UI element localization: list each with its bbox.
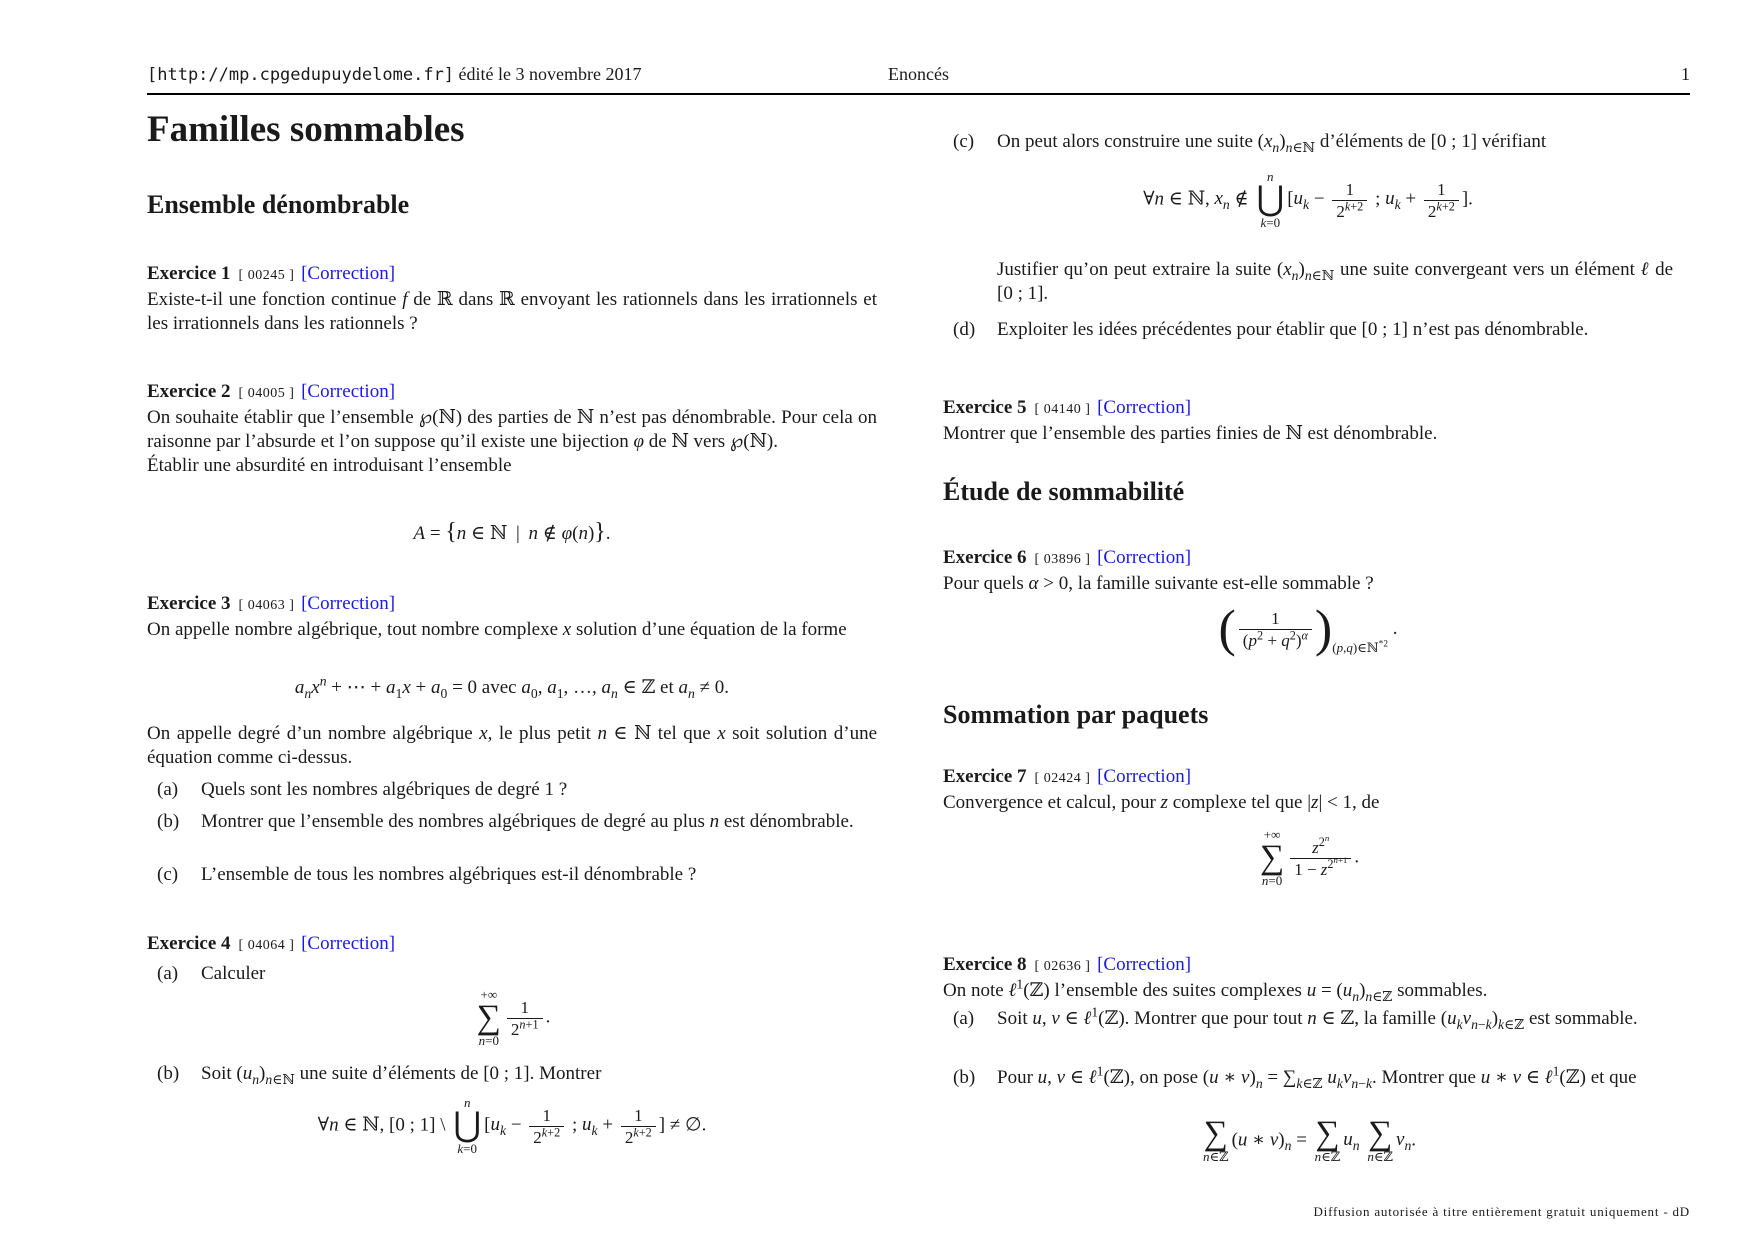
exercise-3-equation: $a_nx^n$ + ⋯ + $a_1x + a_0 = 0$ avec $a_0$, $a_1$, …, $a_n$ ∈ ℤ et $a_n \ne 0$. <box>294 673 730 701</box>
exercise-3-label: Exercice 3 <box>147 593 231 614</box>
exercise-1-body: Existe-t-il une fonction continue f de ℝ dans ℝ envoyant les rationnels dans les irrationnels et les irrationnels dans les rationnels ? <box>147 289 877 334</box>
exercise-2-equation: A = {n ∈ ℕ | n ∉ φ(n)}. <box>413 519 611 545</box>
exercise-3-ref: [ 04063 ] <box>238 598 295 613</box>
exercise-4-item-d <box>943 318 1673 342</box>
exercise-4-header <box>147 932 877 958</box>
exercise-8-correction-link[interactable]: [Correction] <box>1097 954 1192 975</box>
item-b-label: (b) <box>157 1063 180 1084</box>
section-etude-sommabilite: Étude de sommabilité <box>943 477 1185 506</box>
exercise-3-correction-link[interactable]: [Correction] <box>301 593 396 614</box>
exercise-4-equation-a: +∞ ∑ n=0 $\frac{1}{2^{n+1}}$ . <box>476 987 551 1048</box>
right-column <box>943 0 1673 1240</box>
exercise-5-header <box>943 396 1673 422</box>
item-a-label: (a) <box>157 963 179 984</box>
left-column <box>147 0 877 1240</box>
exercise-4-item-b <box>147 1062 877 1086</box>
item-b-text: Pour u, v ∈ ℓ$^1$(ℤ), on pose (u ∗ $v)_n = \sum_{k\in ℤ}$ $u_kv_{n-k}$. Montrer que u ∗ v ∈ ℓ$^1$(ℤ) et que <box>997 1063 1637 1091</box>
exercise-5-body: Montrer que l’ensemble des parties finies de ℕ est dénombrable. <box>943 423 1438 444</box>
exercise-5-label: Exercice 5 <box>943 397 1027 418</box>
exercise-4-item-c <box>943 130 1673 154</box>
item-d-label: (d) <box>953 319 976 340</box>
exercise-6-body: Pour quels α > 0, la famille suivante est-elle sommable ? <box>943 573 1374 594</box>
exercise-7-header <box>943 765 1673 791</box>
exercise-7-correction-link[interactable]: [Correction] <box>1097 766 1192 787</box>
exercise-4-correction-link[interactable]: [Correction] <box>301 933 396 954</box>
exercise-2-ref: [ 04005 ] <box>238 386 295 401</box>
exercise-6-correction-link[interactable]: [Correction] <box>1097 547 1192 568</box>
exercise-1-ref: [ 00245 ] <box>238 268 295 283</box>
exercise-7-label: Exercice 7 <box>943 766 1027 787</box>
exercise-8-header <box>943 953 1673 979</box>
exercise-8-body: On note ℓ$^1$(ℤ) l’ensemble des suites complexes $u = (u_n)_{n\in ℤ}$ sommables. <box>943 976 1488 1004</box>
footer-diffusion-notice: Diffusion autorisée à titre entièrement gratuit uniquement - dD <box>1313 1204 1690 1219</box>
item-c-label: (c) <box>157 864 179 885</box>
exercise-5-ref: [ 04140 ] <box>1034 402 1091 417</box>
exercise-6-ref: [ 03896 ] <box>1034 552 1091 567</box>
exercise-3-item-c <box>147 863 877 887</box>
item-b-label: (b) <box>157 811 180 832</box>
item-a-text: Soit u, v ∈ ℓ$^1$(ℤ). Montrer que pour tout n ∈ ℤ, la famille $(u_kv_{n-k})_{k\in ℤ}$ est sommable. <box>997 1004 1638 1032</box>
item-a-label: (a) <box>953 1008 975 1029</box>
exercise-3-body-1: On appelle nombre algébrique, tout nombre complexe x solution d’une équation de la forme <box>147 619 847 640</box>
section-sommation-paquets: Sommation par paquets <box>943 700 1209 729</box>
exercise-8-item-b <box>943 1063 1673 1091</box>
exercise-3-header <box>147 592 877 618</box>
exercise-4-item-a <box>147 962 877 986</box>
exercise-7-equation: +∞ ∑ n=0 $\frac{z^{2^n}}{1 - z^{2^{n+1}}}$ . <box>1259 827 1360 888</box>
exercise-3-body-2: On appelle degré d’un nombre algébrique x, le plus petit n ∈ ℕ tel que x soit solution d’une équation comme ci-dessus. <box>147 723 877 768</box>
exercise-2-correction-link[interactable]: [Correction] <box>301 381 396 402</box>
item-c-label: (c) <box>953 131 975 152</box>
item-a-label: (a) <box>157 779 179 800</box>
exercise-8-item-a <box>943 1004 1673 1032</box>
item-d-text: Exploiter les idées précédentes pour établir que [0 ; 1] n’est pas dénombrable. <box>997 319 1589 340</box>
exercise-4-item-c-followup: Justifier qu’on peut extraire la suite $(x_n)_{n\in ℕ}$ une suite convergeant vers un élément ℓ de [0 ; 1]. <box>997 259 1674 304</box>
item-c-text: On peut alors construire une suite $(x_n)_{n\in ℕ}$ d’éléments de [0 ; 1] vérifiant <box>997 131 1547 155</box>
exercise-3-item-a <box>147 778 877 802</box>
item-b-text: Soit $(u_n)_{n\in ℕ}$ une suite d’éléments de [0 ; 1]. Montrer <box>201 1063 602 1087</box>
exercise-7-body: Convergence et calcul, pour z complexe tel que |z| < 1, de <box>943 792 1380 813</box>
exercise-2-header <box>147 380 877 406</box>
section-ensemble-denombrable: Ensemble dénombrable <box>147 190 410 219</box>
item-b-label: (b) <box>953 1067 976 1088</box>
exercise-2-label: Exercice 2 <box>147 381 231 402</box>
exercise-3-item-b <box>147 810 877 834</box>
exercise-4-ref: [ 04064 ] <box>238 938 295 953</box>
exercise-1-correction-link[interactable]: [Correction] <box>301 263 396 284</box>
exercise-1-label: Exercice 1 <box>147 263 231 284</box>
page-number: 1 <box>1681 64 1690 84</box>
item-a-text: Calculer <box>201 963 266 984</box>
exercise-7-ref: [ 02424 ] <box>1034 771 1091 786</box>
exercise-8-equation: ∑ n∈ℤ (u ∗ $v)_n$ = ∑ n∈ℤ $u_n$ ∑ n∈ℤ $v_n$. <box>1202 1115 1417 1164</box>
exercise-8-label: Exercice 8 <box>943 954 1027 975</box>
header-url: [http://mp.cpgedupuydelome.fr] <box>147 65 455 85</box>
exercise-1-header <box>147 262 877 288</box>
header-edited-date: édité le 3 novembre 2017 <box>454 64 642 84</box>
exercise-6-equation: ( $\frac{1}{(p^2 + q^2)^\alpha}$ )(p,q)∈ℕ$^{*2}$ . <box>1218 600 1398 658</box>
exercise-2-body: On souhaite établir que l’ensemble ℘(ℕ) des parties de ℕ n’est pas dénombrable. Pour cela on raisonne par l’absurde et l’on suppose qu’il existe une bijection φ de ℕ vers ℘(ℕ). Établir une absurdité en introduisant l’ensemble <box>147 407 877 476</box>
exercise-4-equation-c: ∀n ∈ ℕ, $x_n$ ∉ n ⋃ k=0 [$u_k$ − $\frac{1}{2^{k+2}}$ ; $u_k$ + $\frac{1}{2^{k+2}}$ ]. <box>1143 169 1473 230</box>
item-a-text: Quels sont les nombres algébriques de degré 1 ? <box>201 779 568 800</box>
document-title: Familles sommables <box>147 109 465 150</box>
exercise-6-header <box>943 546 1673 572</box>
header-section-title: Enoncés <box>888 64 949 84</box>
item-b-text: Montrer que l’ensemble des nombres algébriques de degré au plus n est dénombrable. <box>201 811 854 832</box>
exercise-4-label: Exercice 4 <box>147 933 231 954</box>
exercise-4-equation-b: ∀n ∈ ℕ, [0 ; 1] \ n ⋃ k=0 [$u_k$ − $\frac{1}{2^{k+2}}$ ; $u_k$ + $\frac{1}{2^{k+2}}$ ] ≠ ∅. <box>317 1095 707 1156</box>
exercise-8-ref: [ 02636 ] <box>1034 959 1091 974</box>
exercise-6-label: Exercice 6 <box>943 547 1027 568</box>
item-c-text: L’ensemble de tous les nombres algébriques est-il dénombrable ? <box>201 864 697 885</box>
exercise-5-correction-link[interactable]: [Correction] <box>1097 397 1192 418</box>
